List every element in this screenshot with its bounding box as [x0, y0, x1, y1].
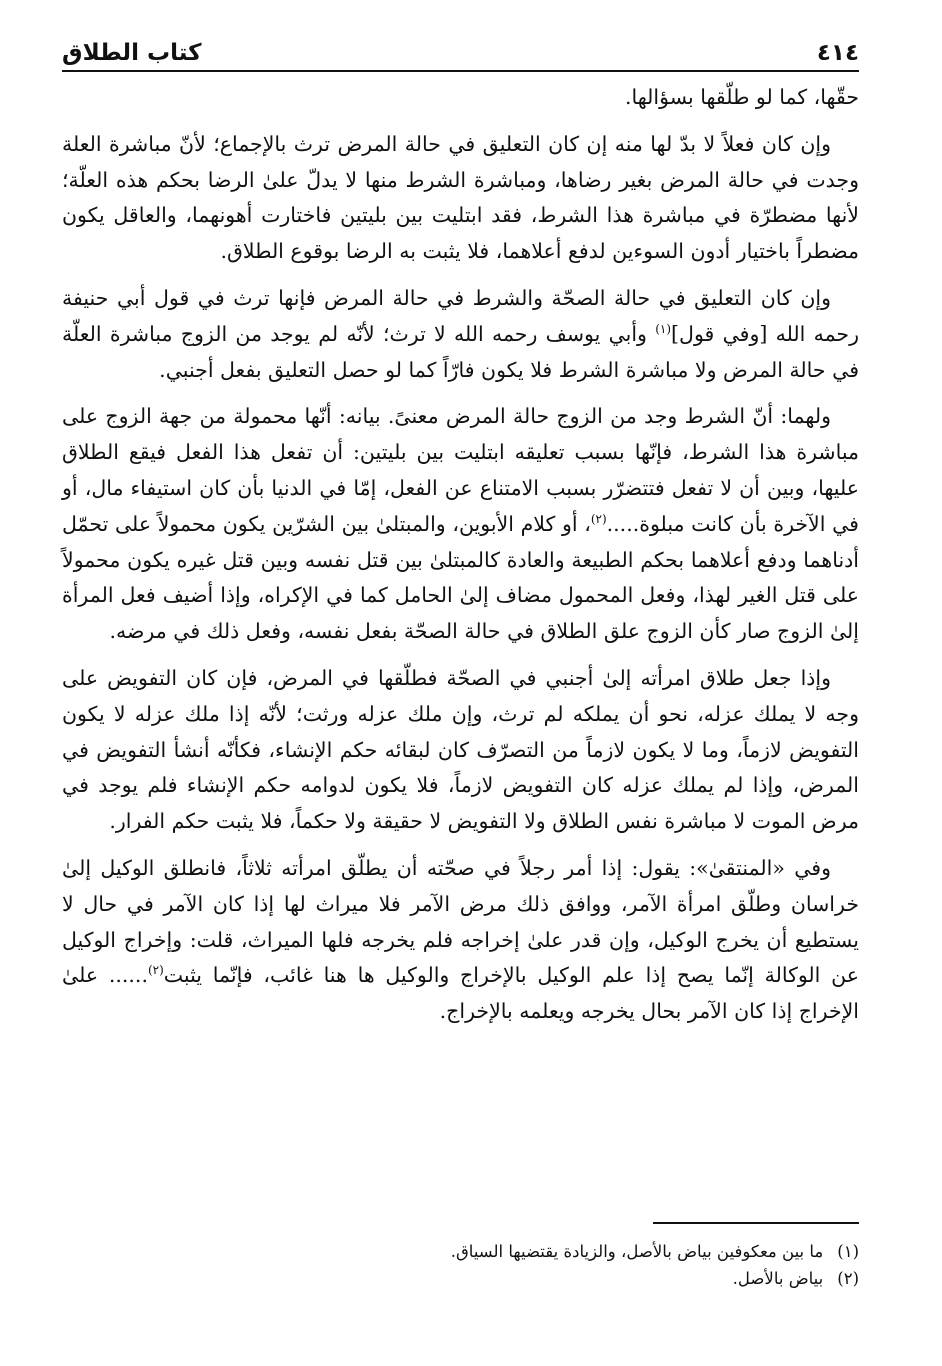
footnote	[62, 1238, 859, 1265]
footnote-text: ما بين معكوفين بياض بالأصل، والزيادة يقتضيها السياق.	[450, 1242, 824, 1261]
paragraph-text: ولهما: أنّ الشرط وجد من الزوج حالة المرض معنىً. بيانه: أنّها محمولة من جهة الزوج على مباشرة هذا الشرط، فإنّها بسبب تعليقه ابتليت بين بليتين: أن تفعل هذا الفعل فيقع الطلاق عليها، وبين أن لا تفعل فتتضرّر بسبب الامتناع عن الفعل، إمّا في الدنيا بأن كان استيفاء مال، أو في الآخرة بأن كانت مبلوة.....	[62, 404, 859, 536]
paragraph	[62, 127, 859, 270]
footnote	[62, 1265, 859, 1292]
footnote-text: بياض بالأصل.	[732, 1269, 824, 1288]
paragraph	[62, 80, 859, 116]
paragraph-text: وإن كان التعليق في حالة الصحّة والشرط في حالة المرض فإنها ترث في قول أبي حنيفة رحمه الله [وفي قول]	[62, 285, 859, 346]
page-number: ٤١٤	[816, 40, 859, 66]
footnote-reference: (١)	[655, 321, 672, 336]
page-header	[62, 28, 859, 68]
footnotes	[62, 1238, 859, 1292]
header-rule	[62, 70, 859, 72]
paragraph	[62, 851, 859, 1030]
paragraph-text: ...... علىٰ الإخراج إذا كان الآمر بحال يخرجه ويعلمه بالإخراج.	[62, 963, 859, 1024]
main-text	[62, 80, 859, 1041]
paragraph	[62, 281, 859, 388]
paragraph	[62, 661, 859, 840]
paragraph-text: وفي «المنتقىٰ»: يقول: إذا أمر رجلاً في صحّته أن يطلّق امرأته ثلاثاً، فانطلق الوكيل إلىٰ خراسان وطلّق امرأة الآمر، ووافق ذلك مرض الآمر فلا ميراث لها إذا كان الآمر في حال لا يستطيع أن يخرج الوكيل، وإن قدر علىٰ إخراجه فلم يخرجه فلها الميراث، قلت: وإخراج الوكيل عن الوكالة إنّما يصح إذا علم الوكيل بالإخراج والوكيل ها هنا غائب، فإنّما يثبت	[62, 855, 859, 988]
paragraph-text: وإذا جعل طلاق امرأته إلىٰ أجنبي في الصحّة فطلّقها في المرض، فإن كان التفويض على وجه لا يملك عزله، نحو أن يملكه لم ترث، وإن ملك عزله ورثت؛ لأنّه إذا ملك عزله لا يكون التفويض لازماً، وما لا يكون لازماً من التصرّف كان لبقائه حكم الإنشاء، فكأنّه أنشأ التفويض في المرض، وإذا لم يملك عزله كان التفويض لازماً، فلا يكون لدوامه حكم الإنشاء فلم يوجد في مرض الموت لا مباشرة نفس الطلاق ولا التفويض لا حقيقة ولا حكماً، فلا يثبت حكم الفرار.	[62, 665, 859, 834]
footnote-reference: (٢)	[147, 963, 164, 978]
footnote-number: (١)	[837, 1242, 859, 1261]
paragraph-text: وأبي يوسف رحمه الله لا ترث؛ لأنّه لم يوجد من الزوج مباشرة العلّة في حالة المرض ولا مباشرة الشرط فلا يكون فارّاً كما لو حصل التعليق بفعل أجنبي.	[62, 321, 859, 382]
paragraph-text: ، أو كلام الأبوين، والمبتلىٰ بين الشرّين يكون محمولاً على تحمّل أدناهما ودفع أعلاهما بحكم الطبيعة والعادة كالمبتلىٰ بين قتل نفسه وبين قتل غيره يكون محمولاً على قتل الغير لهذا، وفعل المحمول مضاف إلىٰ الحامل كما في الإكراه، وإذا أضيف فعل المرأة إلىٰ الزوج صار كأن الزوج علق الطلاق في حالة الصحّة بفعل نفسه، وفعل ذلك في مرضه.	[62, 511, 859, 644]
footnote-number: (٢)	[837, 1269, 859, 1288]
footnote-rule	[653, 1222, 859, 1224]
paragraph	[62, 399, 859, 650]
running-title: كتاب الطلاق	[62, 40, 202, 66]
footnote-reference: (٢)	[590, 511, 607, 526]
paragraph-text: وإن كان فعلاً لا بدّ لها منه إن كان التعليق في حالة المرض ترث بالإجماع؛ لأنّ مباشرة العلة وجدت في حالة المرض بغير رضاها، ومباشرة الشرط منها لا يدلّ علىٰ الرضا بحكم هذه العلّة؛ لأنها مضطرّة في مباشرة هذا الشرط، فقد ابتليت بين بليتين فاختارت أهونهما، والعاقل يكون مضطراً باختيار أدون السوءين لدفع أعلاهما، فلا يثبت به الرضا بوقوع الطلاق.	[62, 131, 859, 264]
paragraph-text: حقّها، كما لو طلّقها بسؤالها.	[624, 85, 859, 109]
